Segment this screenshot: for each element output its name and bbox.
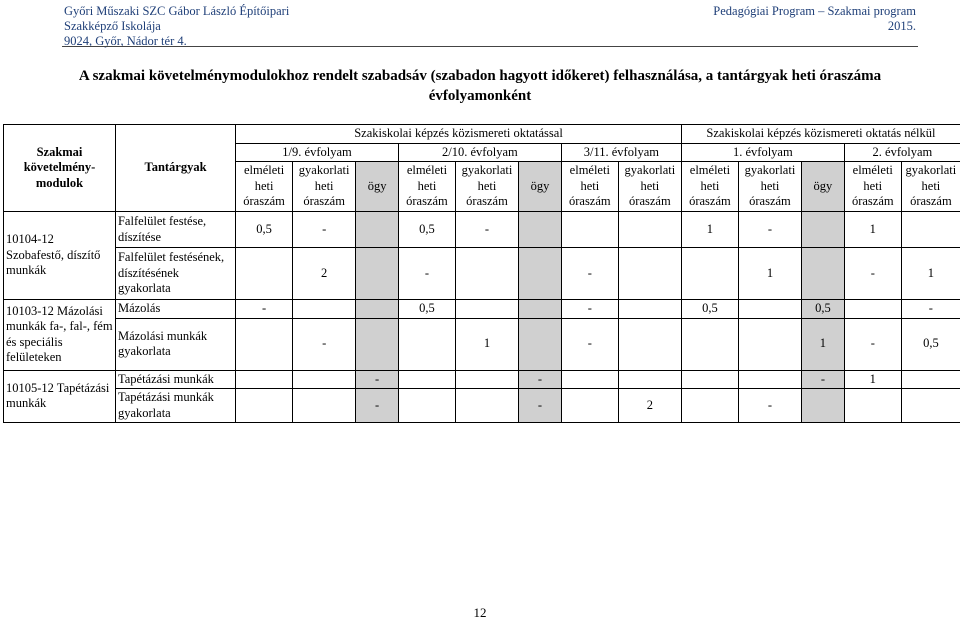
value-cell bbox=[293, 370, 356, 389]
value-cell bbox=[681, 248, 738, 300]
value-cell: - bbox=[738, 389, 801, 423]
subject-cell: Tapétázási munkák gyakorlata bbox=[115, 389, 235, 423]
subject-cell: Falfelület festése, díszítése bbox=[115, 212, 235, 248]
value-cell bbox=[561, 212, 618, 248]
value-cell: 2 bbox=[293, 248, 356, 300]
value-cell bbox=[236, 389, 293, 423]
value-cell: - bbox=[738, 212, 801, 248]
module-cell: 10105-12 Tapétázási munkák bbox=[4, 370, 116, 423]
value-cell: - bbox=[802, 370, 845, 389]
header-rule bbox=[62, 46, 918, 47]
subjects-header: Tantárgyak bbox=[115, 125, 235, 212]
subheader-gyak-4: gyakorlati heti óraszám bbox=[455, 162, 518, 212]
subject-cell: Mázolás bbox=[115, 300, 235, 319]
module-cell: 10104-12 Szobafestő, díszítő munkák bbox=[4, 212, 116, 300]
value-cell bbox=[802, 248, 845, 300]
value-cell: 1 bbox=[844, 212, 901, 248]
value-cell: 1 bbox=[844, 370, 901, 389]
group-with-general: Szakiskolai képzés közismereti oktatással bbox=[236, 125, 682, 144]
year-2: 2. évfolyam bbox=[844, 143, 960, 162]
header-school-line-1: Győri Műszaki SZC Gábor László Építőipari bbox=[64, 4, 289, 19]
value-cell bbox=[356, 248, 399, 300]
hours-table bbox=[3, 124, 960, 423]
value-cell: 0,5 bbox=[398, 212, 455, 248]
value-cell bbox=[455, 370, 518, 389]
value-cell: - bbox=[561, 248, 618, 300]
value-cell bbox=[398, 389, 455, 423]
header-program: Pedagógiai Program – Szakmai program bbox=[713, 4, 916, 19]
value-cell bbox=[844, 389, 901, 423]
value-cell: 1 bbox=[681, 212, 738, 248]
year-3-11: 3/11. évfolyam bbox=[561, 143, 681, 162]
value-cell bbox=[455, 300, 518, 319]
value-cell: 0,5 bbox=[236, 212, 293, 248]
table-row bbox=[4, 370, 960, 389]
value-cell: - bbox=[293, 212, 356, 248]
value-cell bbox=[519, 318, 562, 370]
value-cell bbox=[519, 212, 562, 248]
value-cell: 1 bbox=[455, 318, 518, 370]
subheader-elm-6: elméleti heti óraszám bbox=[561, 162, 618, 212]
value-cell bbox=[455, 248, 518, 300]
value-cell bbox=[681, 318, 738, 370]
table-row bbox=[4, 300, 960, 319]
value-cell bbox=[618, 370, 681, 389]
value-cell bbox=[519, 248, 562, 300]
subheader-ogy-2: ögy bbox=[356, 162, 399, 212]
value-cell: 0,5 bbox=[802, 300, 845, 319]
subheader-ogy-5: ögy bbox=[519, 162, 562, 212]
value-cell bbox=[901, 212, 960, 248]
page-title: A szakmai követelménymodulokhoz rendelt szabadsáv (szabadon hagyott időkeret) felhasználása, a tantárgyak heti óraszáma évfolyamonként bbox=[30, 66, 930, 106]
subheader-gyak-1: gyakorlati heti óraszám bbox=[293, 162, 356, 212]
subheader-elm-11: elméleti heti óraszám bbox=[844, 162, 901, 212]
value-cell bbox=[398, 370, 455, 389]
subject-cell: Falfelület festésének, díszítésének gyakorlata bbox=[115, 248, 235, 300]
value-cell bbox=[398, 318, 455, 370]
modules-header: Szakmai követelmény-modulok bbox=[4, 125, 116, 212]
value-cell bbox=[618, 212, 681, 248]
header-year: 2015. bbox=[713, 19, 916, 34]
value-cell: - bbox=[293, 318, 356, 370]
page-number: 12 bbox=[0, 605, 960, 621]
value-cell: - bbox=[844, 248, 901, 300]
subheader-gyak-9: gyakorlati heti óraszám bbox=[738, 162, 801, 212]
value-cell: - bbox=[356, 389, 399, 423]
value-cell bbox=[356, 212, 399, 248]
subheader-gyak-7: gyakorlati heti óraszám bbox=[618, 162, 681, 212]
value-cell: - bbox=[356, 370, 399, 389]
subheader-elm-3: elméleti heti óraszám bbox=[398, 162, 455, 212]
value-cell bbox=[618, 318, 681, 370]
header-right bbox=[713, 4, 916, 34]
value-cell: - bbox=[455, 212, 518, 248]
value-cell: 1 bbox=[738, 248, 801, 300]
value-cell bbox=[356, 318, 399, 370]
value-cell: - bbox=[398, 248, 455, 300]
value-cell: 0,5 bbox=[681, 300, 738, 319]
value-cell bbox=[681, 370, 738, 389]
value-cell bbox=[356, 300, 399, 319]
table-row bbox=[4, 248, 960, 300]
subheader-elm-0: elméleti heti óraszám bbox=[236, 162, 293, 212]
header-left bbox=[64, 4, 289, 49]
value-cell: 1 bbox=[802, 318, 845, 370]
value-cell bbox=[618, 248, 681, 300]
value-cell bbox=[844, 300, 901, 319]
year-1-9: 1/9. évfolyam bbox=[236, 143, 399, 162]
group-without-general: Szakiskolai képzés közismereti oktatás nélkül bbox=[681, 125, 960, 144]
subheader-elm-8: elméleti heti óraszám bbox=[681, 162, 738, 212]
value-cell bbox=[236, 318, 293, 370]
subheader-gyak-12: gyakorlati heti óraszám bbox=[901, 162, 960, 212]
value-cell: - bbox=[519, 370, 562, 389]
value-cell bbox=[738, 300, 801, 319]
value-cell: - bbox=[519, 389, 562, 423]
year-2-10: 2/10. évfolyam bbox=[398, 143, 561, 162]
table-row bbox=[4, 389, 960, 423]
value-cell bbox=[561, 370, 618, 389]
value-cell bbox=[802, 212, 845, 248]
value-cell: - bbox=[561, 300, 618, 319]
value-cell: 2 bbox=[618, 389, 681, 423]
value-cell bbox=[293, 300, 356, 319]
subject-cell: Mázolási munkák gyakorlata bbox=[115, 318, 235, 370]
module-cell: 10103-12 Mázolási munkák fa-, fal-, fém és speciális felületeken bbox=[4, 300, 116, 371]
table-row bbox=[4, 318, 960, 370]
value-cell bbox=[236, 248, 293, 300]
value-cell bbox=[802, 389, 845, 423]
value-cell: 0,5 bbox=[901, 318, 960, 370]
value-cell: 0,5 bbox=[398, 300, 455, 319]
value-cell bbox=[738, 370, 801, 389]
header-address: 9024, Győr, Nádor tér 4. bbox=[64, 34, 289, 49]
value-cell: 1 bbox=[901, 248, 960, 300]
subject-cell: Tapétázási munkák bbox=[115, 370, 235, 389]
value-cell bbox=[618, 300, 681, 319]
value-cell: - bbox=[236, 300, 293, 319]
table-row bbox=[4, 212, 960, 248]
value-cell bbox=[901, 389, 960, 423]
value-cell bbox=[293, 389, 356, 423]
value-cell bbox=[519, 300, 562, 319]
value-cell bbox=[561, 389, 618, 423]
year-1: 1. évfolyam bbox=[681, 143, 844, 162]
value-cell: - bbox=[844, 318, 901, 370]
value-cell bbox=[681, 389, 738, 423]
subheader-ogy-10: ögy bbox=[802, 162, 845, 212]
value-cell bbox=[901, 370, 960, 389]
value-cell bbox=[236, 370, 293, 389]
value-cell: - bbox=[901, 300, 960, 319]
value-cell bbox=[738, 318, 801, 370]
value-cell bbox=[455, 389, 518, 423]
header-school-line-2: Szakképző Iskolája bbox=[64, 19, 289, 34]
value-cell: - bbox=[561, 318, 618, 370]
